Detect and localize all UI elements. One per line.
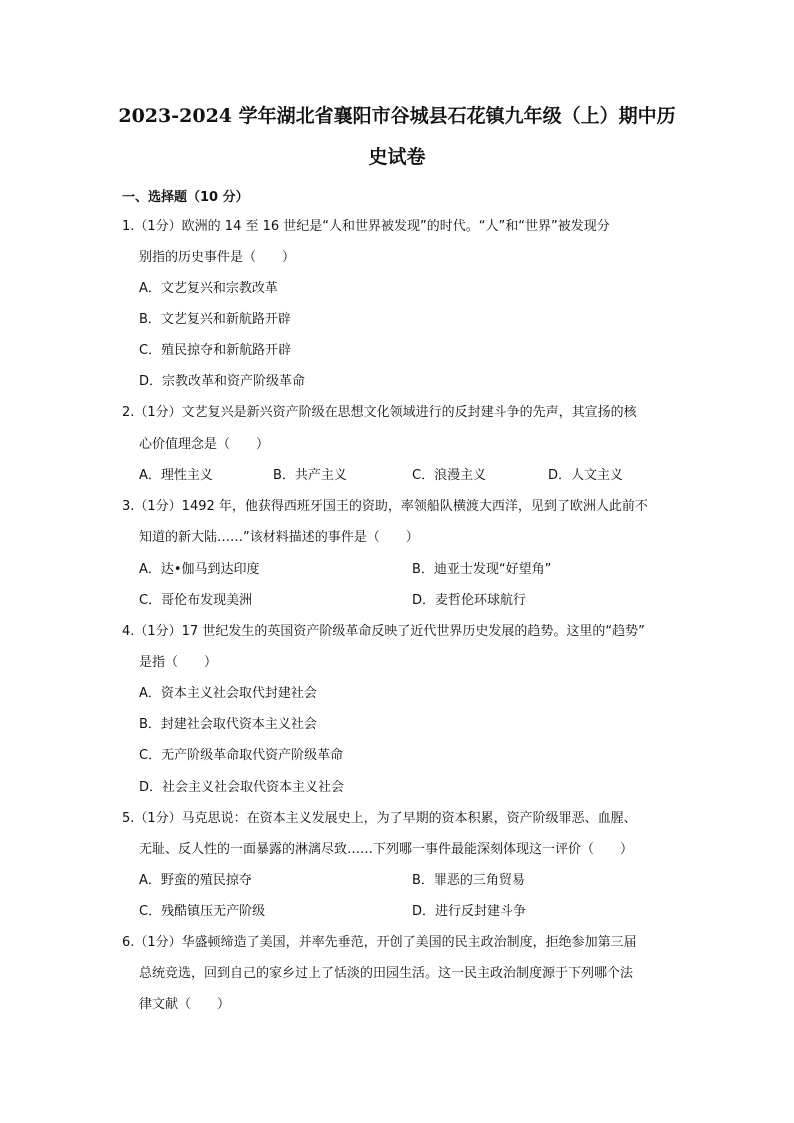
question-3-stem: 3.（1分）1492 年，他获得西班牙国王的资助，率领船队横渡大西洋，见到了欧洲人此前不 [122,499,648,514]
question-2-stem: 2.（1分）文艺复兴是新兴资产阶级在思想文化领域进行的反封建斗争的先声，其宣扬的核 [122,405,637,420]
question-2-option-a: A．理性主义 [139,468,213,483]
question-2-option-c: C．浪漫主义 [412,468,487,483]
question-5-option-a: A．野蛮的殖民掠夺 [139,873,252,888]
question-1-stem: 1.（1分）欧洲的 14 至 16 世纪是“人和世界被发现”的时代。“人”和“世界”被发现分 [122,219,610,234]
question-5-option-c: C．残酷镇压无产阶级 [139,904,266,919]
question-3-option-b: B．迪亚士发现“好望角” [412,562,552,577]
question-4-option-a: A．资本主义社会取代封建社会 [139,686,317,701]
question-1-option-a: A．文艺复兴和宗教改革 [139,281,278,296]
question-1-option-c: C．殖民掠夺和新航路开辟 [139,343,292,358]
question-6-stem-cont: 总统竞选，回到自己的家乡过上了恬淡的田园生活。这一民主政治制度源于下列哪个法 [139,966,634,981]
question-4-stem: 4.（1分）17 世纪发生的英国资产阶级革命反映了近代世界历史发展的趋势。这里的“趋势” [122,624,645,639]
question-3-stem-cont: 知道的新大陆……”该材料描述的事件是（ ） [139,530,419,545]
question-2-option-b: B．共产主义 [273,468,347,483]
question-2-stem-cont: 心价值理念是（ ） [139,437,270,452]
question-2-option-d: D．人文主义 [548,468,624,483]
exam-title-line2: 史试卷 [368,146,426,168]
question-4-option-c: C．无产阶级革命取代资产阶级革命 [139,748,344,763]
question-4-option-d: D．社会主义社会取代资本主义社会 [139,780,345,795]
question-5-stem: 5.（1分）马克思说：在资本主义发展史上，为了早期的资本积累，资产阶级罪恶、血腥、 [122,811,637,826]
question-1-option-b: B．文艺复兴和新航路开辟 [139,312,291,327]
section-heading: 一、选择题（10 分） [122,190,249,205]
question-5-option-b: B．罪恶的三角贸易 [412,873,525,888]
question-1-option-d: D．宗教改革和资产阶级革命 [139,374,306,389]
question-1-stem-cont: 别指的历史事件是（ ） [139,250,296,265]
exam-title-line1: 2023-2024 学年湖北省襄阳市谷城县石花镇九年级（上）期中历 [118,105,676,127]
question-5-stem-cont: 无耻、反人性的一面暴露的淋漓尽致……下列哪一事件最能深刻体现这一评价（ ） [139,842,634,857]
question-6-stem-cont2: 律文献（ ） [139,997,231,1012]
question-6-stem: 6.（1分）华盛顿缔造了美国，并率先垂范，开创了美国的民主政治制度，拒绝参加第三届 [122,935,637,950]
question-3-option-c: C．哥伦布发现美洲 [139,593,253,608]
question-5-option-d: D．进行反封建斗争 [412,904,527,919]
question-3-option-d: D．麦哲伦环球航行 [412,593,527,608]
question-4-option-b: B．封建社会取代资本主义社会 [139,717,317,732]
question-4-stem-cont: 是指（ ） [139,655,218,670]
question-3-option-a: A．达•伽马到达印度 [139,562,260,577]
